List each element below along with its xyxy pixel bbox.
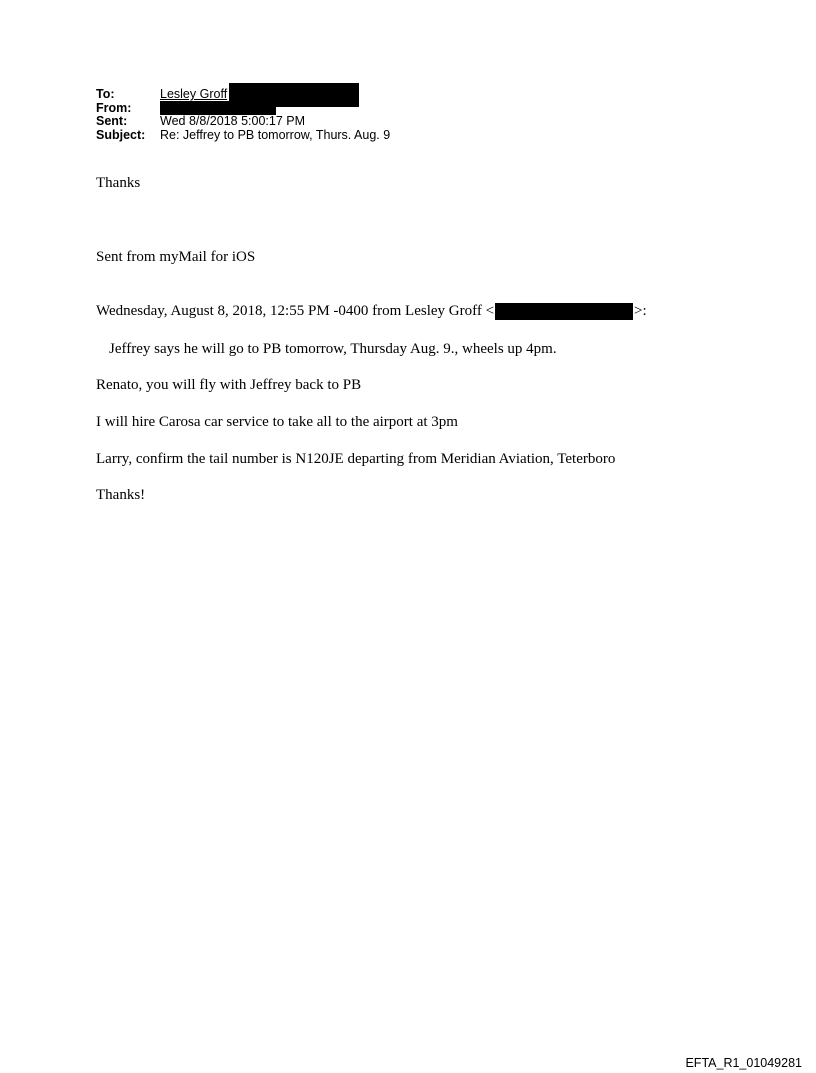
quoted-line-1: Jeffrey says he will go to PB tomorrow, Thursday Aug. 9., wheels up 4pm. — [109, 341, 557, 357]
to-label: To: — [96, 87, 115, 101]
quoted-line-5: Thanks! — [96, 487, 146, 503]
email-header — [96, 88, 390, 142]
subject-value: Re: Jeffrey to PB tomorrow, Thurs. Aug. 9 — [160, 127, 391, 142]
sent-row — [96, 115, 390, 129]
to-name: Lesley Groff — [160, 87, 228, 101]
from-label: From: — [96, 100, 132, 115]
sent-label: Sent: — [96, 114, 128, 128]
to-row — [96, 88, 390, 102]
quoted-line-3: I will hire Carosa car service to take all to the airport at 3pm — [96, 414, 458, 430]
quote-intro-suffix: >: — [634, 303, 647, 319]
quote-intro — [96, 302, 647, 320]
reply-text: Thanks — [96, 175, 141, 191]
signature-text: Sent from myMail for iOS — [96, 249, 256, 265]
email-redaction — [495, 303, 633, 320]
subject-label: Subject: — [96, 127, 146, 142]
quote-intro-prefix: Wednesday, August 8, 2018, 12:55 PM -0400 from Lesley Groff < — [96, 303, 495, 319]
quoted-line-2: Renato, you will fly with Jeffrey back to PB — [96, 377, 362, 393]
sent-value: Wed 8/8/2018 5:00:17 PM — [160, 114, 306, 128]
document-id: EFTA_R1_01049281 — [685, 1056, 802, 1070]
subject-row — [96, 129, 390, 143]
quoted-line-4: Larry, confirm the tail number is N120JE departing from Meridian Aviation, Teterboro — [96, 451, 616, 467]
